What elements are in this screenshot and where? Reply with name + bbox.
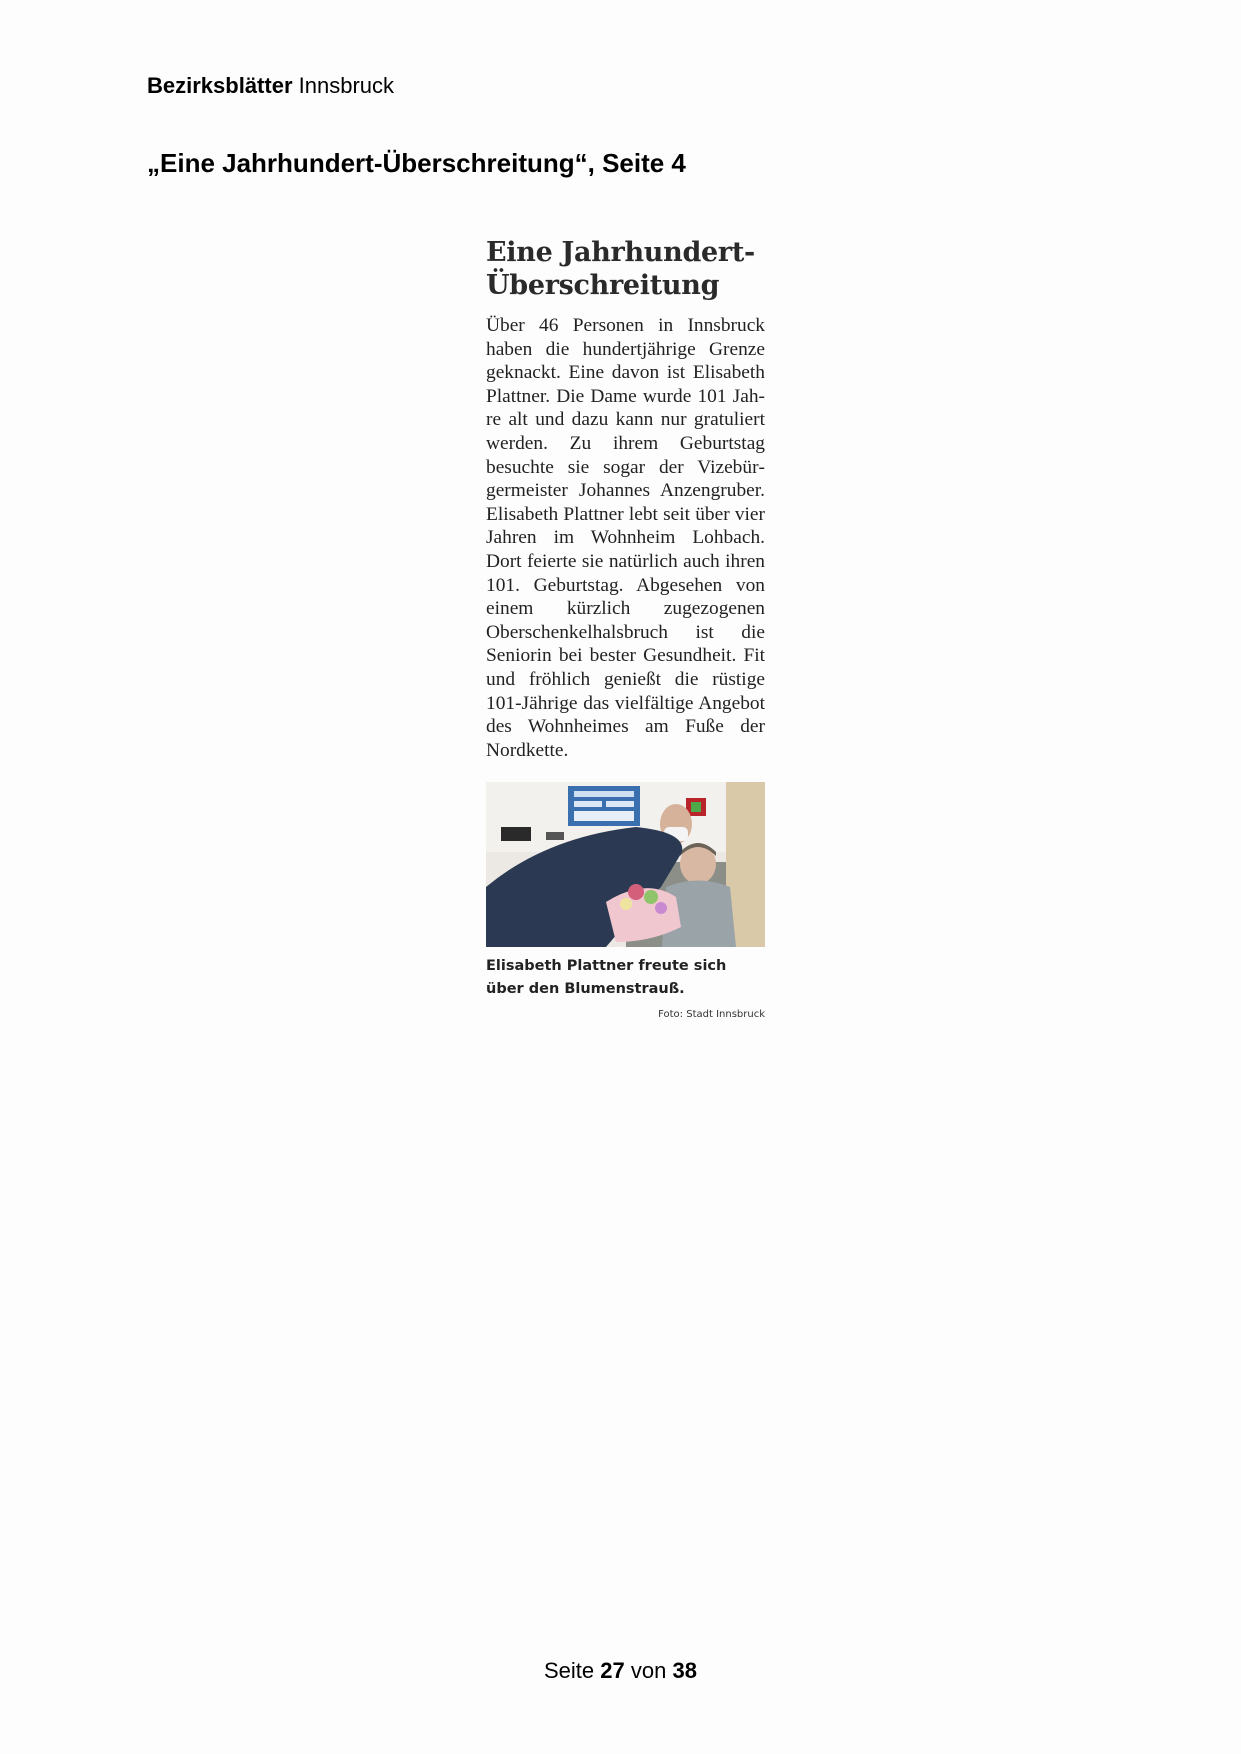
publication-location: Innsbruck <box>298 73 395 98</box>
page-total: 38 <box>672 1658 697 1683</box>
document-title: „Eine Jahrhundert-Überschreitung“, Seite 4 <box>147 148 686 178</box>
article-photo-illustration <box>486 782 765 947</box>
page-footer <box>0 1657 1241 1685</box>
article-headline <box>486 236 765 302</box>
page-label: Seite <box>544 1658 595 1683</box>
publication-name: Bezirksblätter <box>147 73 293 98</box>
photo-caption-text: Elisabeth Plattner freute sich über den Blumenstrauß. <box>486 958 727 998</box>
article-headline-line2: Überschreitung <box>486 270 720 301</box>
article-body: Über 46 Personen in Innsbruck haben die hundertjährige Grenze geknackt. Eine davon ist Elisabeth Plattner. Die Dame wurde 101 Jahre alt und dazu kann nur gratuliert werden. Zu ihrem Geburtstag besuchte sie sogar der Vizebürgermeister Johannes Anzengruber. Elisabeth Plattner lebt seit über vier Jahren im Wohnheim Lohbach. Dort feierte sie natürlich auch ihren 101. Geburtstag. Abgesehen von einem kürzlich zugezogenen Oberschenkelhalsbruch ist die Seniorin bei bester Gesundheit. Fit und fröhlich genießt die rüstige 101-Jährige das vielfältige Angebot des Wohnheimes am Fuße der Nordkette. <box>486 315 765 761</box>
page-number: 27 <box>600 1658 625 1683</box>
photo-caption <box>486 955 765 1021</box>
page-separator: von <box>630 1658 667 1683</box>
article-clipping <box>486 236 765 1026</box>
article-headline-line1: Eine Jahrhundert- <box>486 237 755 268</box>
photo-credit: Foto: Stadt Innsbruck <box>658 1009 765 1021</box>
article-photo <box>486 782 765 947</box>
masthead <box>147 72 394 100</box>
